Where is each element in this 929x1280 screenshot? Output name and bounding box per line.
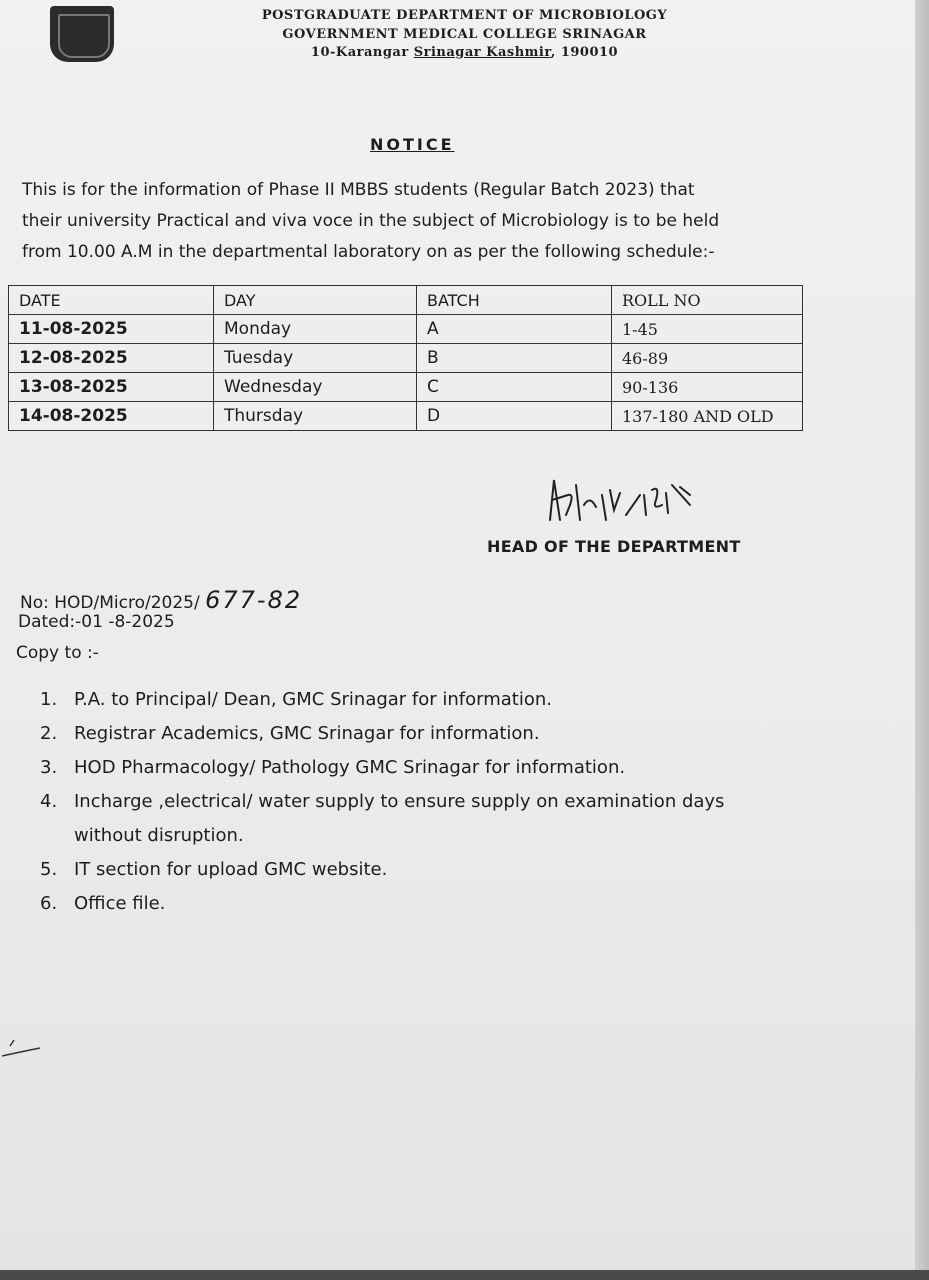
cell-day: Monday <box>214 315 417 344</box>
page-edge <box>915 0 929 1280</box>
cell-date: 14-08-2025 <box>9 402 214 431</box>
college-address: 10-Karangar Srinagar Kashmir, 190010 <box>310 45 619 60</box>
paragraph-line: their university Practical and viva voce in the subject of Microbiology is to be held <box>22 211 720 231</box>
cell-day: Tuesday <box>214 344 417 373</box>
handwritten-number: 677-82 <box>205 586 303 614</box>
reference-number: No: HOD/Micro/2025/ 677-82 <box>20 586 303 614</box>
dated-line: Dated:-01 -8-2025 <box>18 612 175 632</box>
cell-date: 12-08-2025 <box>9 344 214 373</box>
handwritten-signature <box>540 465 710 535</box>
cell-roll-no: 137-180 AND OLD <box>612 402 803 431</box>
paragraph-line: This is for the information of Phase II MBBS students (Regular Batch 2023) that <box>22 180 695 200</box>
list-item: 4. Incharge ,electrical/ water supply to ensure supply on examination days without disruption. <box>40 791 725 846</box>
notice-paragraph <box>22 175 812 268</box>
surface-below <box>0 1270 929 1280</box>
college-name: GOVERNMENT MEDICAL COLLEGE SRINAGAR <box>282 27 647 42</box>
list-item: 3. HOD Pharmacology/ Pathology GMC Srinagar for information. <box>40 757 626 778</box>
table-row <box>9 344 803 373</box>
cell-date: 13-08-2025 <box>9 373 214 402</box>
table-row <box>9 373 803 402</box>
cell-batch: B <box>417 344 612 373</box>
table-row <box>9 402 803 431</box>
table-row <box>9 315 803 344</box>
paragraph-line: from 10.00 A.M in the departmental laboratory on as per the following schedule:- <box>22 242 715 262</box>
header-day: DAY <box>214 286 417 315</box>
cell-batch: D <box>417 402 612 431</box>
department-name: POSTGRADUATE DEPARTMENT OF MICROBIOLOGY <box>261 8 668 23</box>
notice-title: NOTICE <box>370 135 455 154</box>
cell-batch: A <box>417 315 612 344</box>
cell-roll-no: 90-136 <box>612 373 803 402</box>
list-item: 1. P.A. to Principal/ Dean, GMC Srinagar for information. <box>40 689 553 710</box>
cell-date: 11-08-2025 <box>9 315 214 344</box>
table-header-row <box>9 286 803 315</box>
list-item: 2. Registrar Academics, GMC Srinagar for information. <box>40 723 540 744</box>
copy-to-label: Copy to :- <box>16 643 99 663</box>
cell-roll-no: 46-89 <box>612 344 803 373</box>
schedule-table <box>8 285 803 431</box>
header-date: DATE <box>9 286 214 315</box>
cell-day: Thursday <box>214 402 417 431</box>
list-item: 6. Office file. <box>40 893 166 914</box>
cell-roll-no: 1-45 <box>612 315 803 344</box>
signatory-title: HEAD OF THE DEPARTMENT <box>487 537 741 556</box>
pen-mark <box>0 1030 44 1060</box>
cell-day: Wednesday <box>214 373 417 402</box>
header-roll-no: ROLL NO <box>612 286 803 315</box>
copy-list <box>40 683 900 921</box>
header-batch: BATCH <box>417 286 612 315</box>
list-item: 5. IT section for upload GMC website. <box>40 859 388 880</box>
cell-batch: C <box>417 373 612 402</box>
